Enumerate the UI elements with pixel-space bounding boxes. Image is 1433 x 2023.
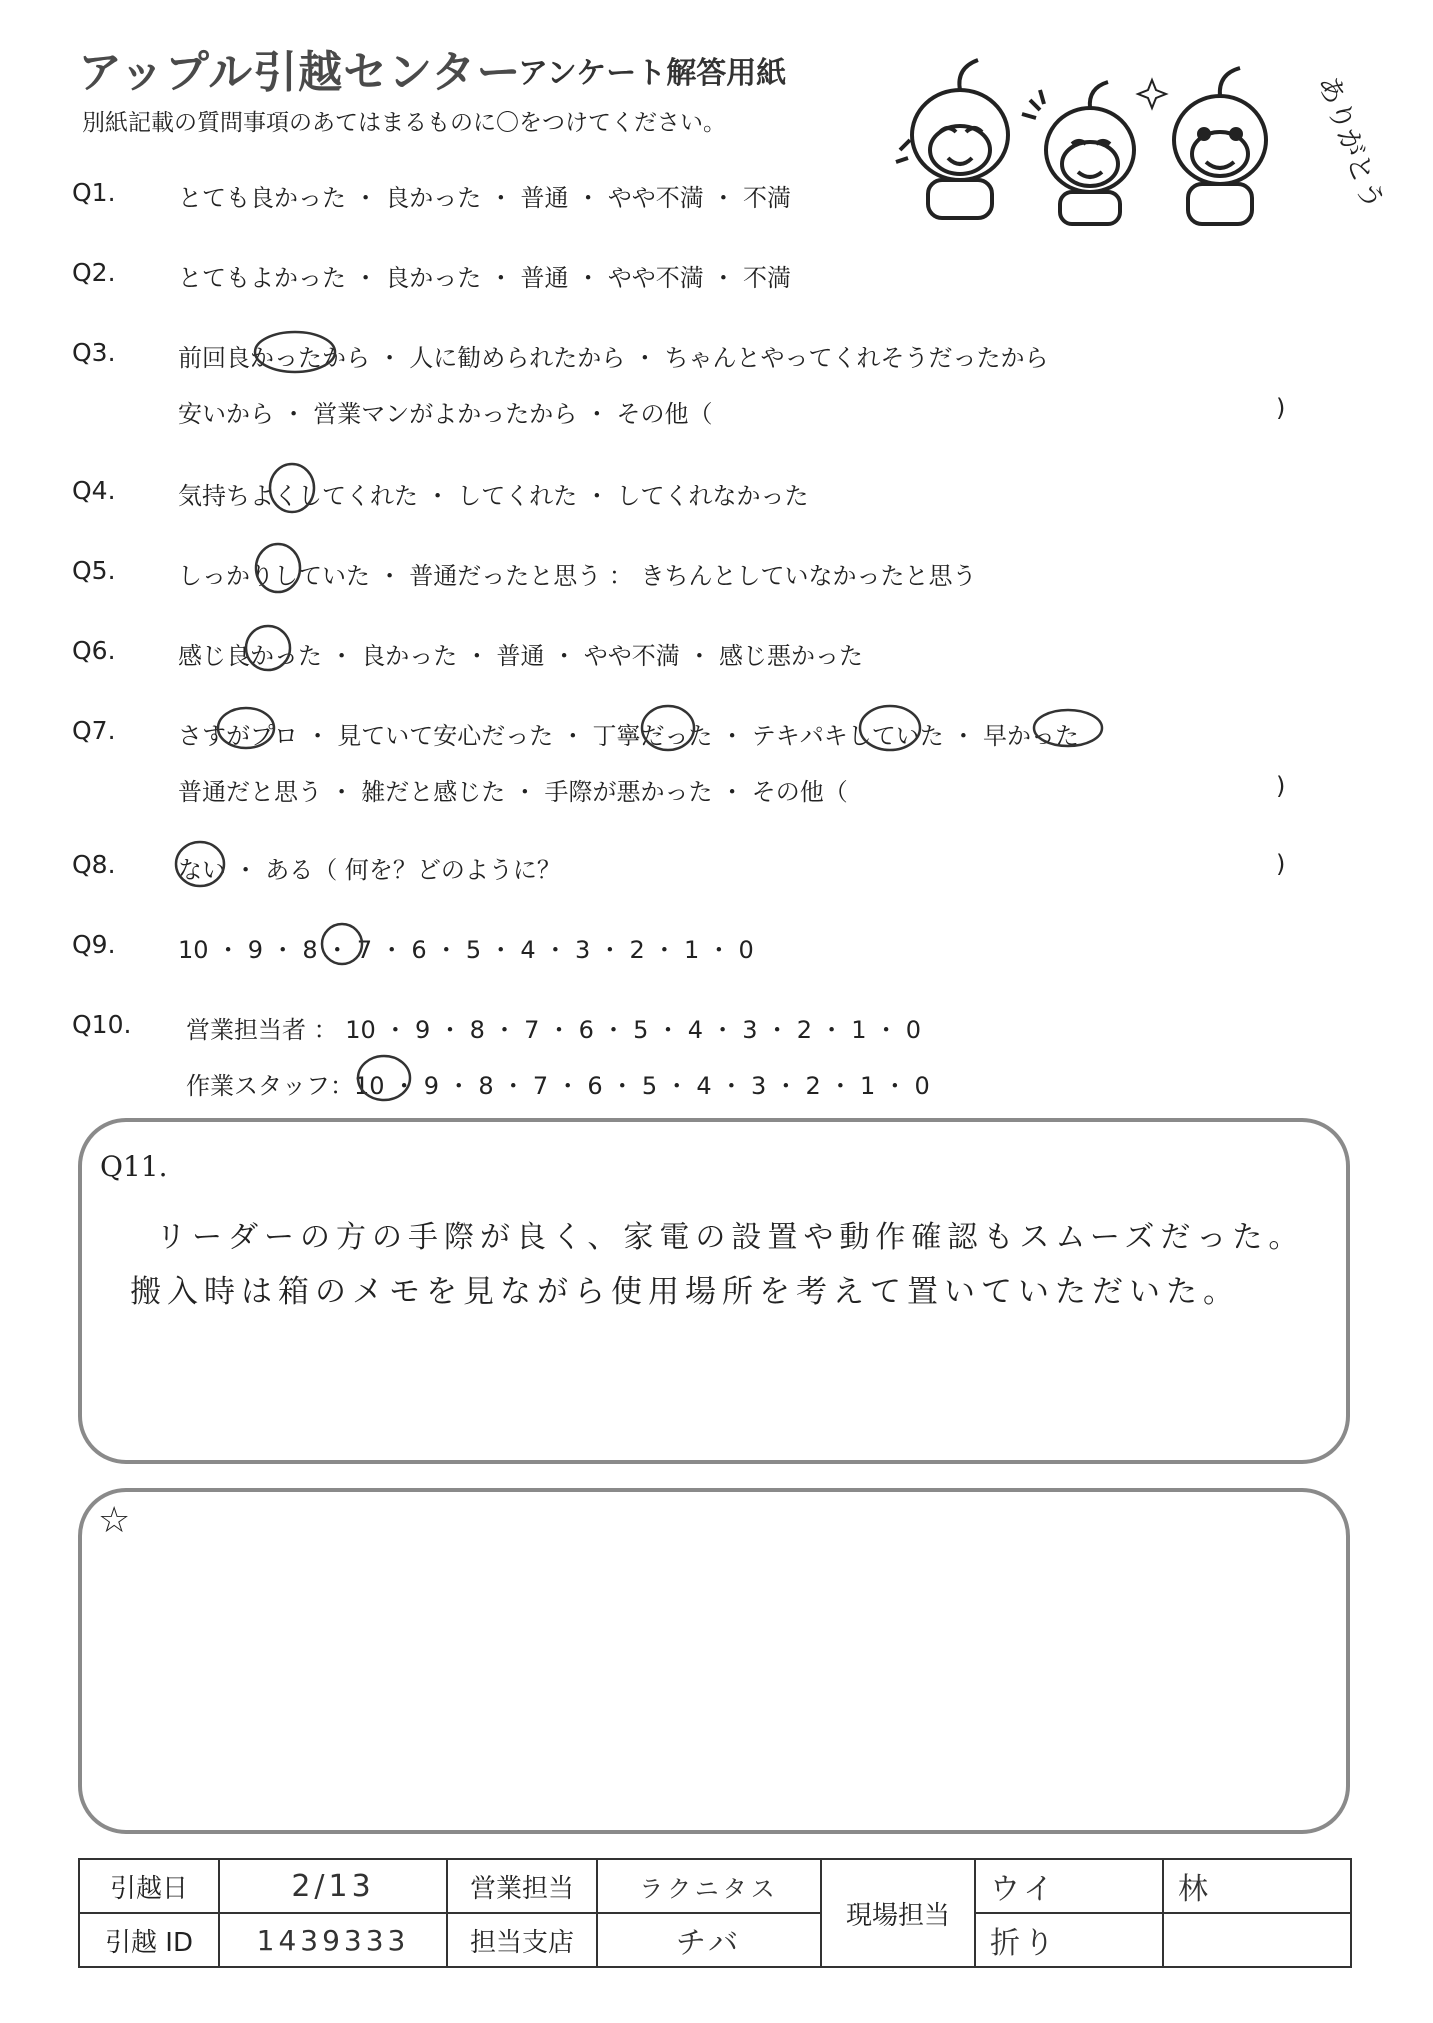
question-label: Q1. — [72, 178, 116, 207]
mark-q9 — [322, 924, 362, 964]
site-label: 現場担当 — [821, 1859, 975, 1967]
question-options: とてもよかった ・ 良かった ・ 普通 ・ やや不満 ・ 不満 — [178, 264, 792, 292]
move-id-label: 引越 ID — [79, 1913, 219, 1967]
question-label: Q2. — [72, 258, 116, 287]
mark-q7-a — [218, 708, 274, 748]
mark-q6 — [246, 626, 290, 670]
branch-value: チバ — [597, 1913, 821, 1967]
q11-label: Q11. — [100, 1150, 168, 1183]
mark-q7-c — [860, 706, 920, 750]
q11-answer-line1: リーダーの方の手際が良く、家電の設置や動作確認もスムーズだった。 — [156, 1220, 1305, 1255]
question-options: 感じ良かった ・ 良かった ・ 普通 ・ やや不満 ・ 感じ悪かった — [178, 642, 864, 670]
mark-q7-b — [642, 706, 694, 750]
page-title: アップル引越センター — [78, 47, 522, 98]
closing-paren: ) — [1276, 850, 1286, 878]
site-value-1: ウイ — [975, 1859, 1163, 1913]
question-label: Q5. — [72, 556, 116, 585]
move-date-value: 2/13 — [219, 1859, 447, 1913]
q11-answer-line2: 搬入時は箱のメモを見ながら使用場所を考えて置いていただいた。 — [130, 1274, 1240, 1310]
question-label: Q4. — [72, 476, 116, 505]
branch-label: 担当支店 — [447, 1913, 597, 1967]
info-table — [78, 1858, 1352, 1968]
question-label: Q10. — [72, 1010, 132, 1039]
sales-label: 営業担当 — [447, 1859, 597, 1913]
move-id-value: 1439333 — [219, 1913, 447, 1967]
question-options: 気持ちよくしてくれた ・ してくれた ・ してくれなかった — [178, 482, 809, 510]
question-label: Q3. — [72, 338, 116, 367]
question-options: 作業スタッフ：10 ・ 9 ・ 8 ・ 7 ・ 6 ・ 5 ・ 4 ・ 3 ・ 2 ・ 1 ・ 0 — [186, 1072, 930, 1100]
mark-q3 — [255, 332, 335, 372]
mark-q4 — [270, 464, 314, 512]
instruction-text: 別紙記載の質問事項のあてはまるものに〇をつけてください。 — [82, 110, 726, 136]
question-label: Q9. — [72, 930, 116, 959]
question-label: Q7. — [72, 716, 116, 745]
closing-paren: ) — [1276, 394, 1286, 422]
question-options: ない ・ ある（ 何を？どのように？ — [178, 856, 561, 884]
thanks-text: ありがとう — [1311, 71, 1391, 214]
question-options: とても良かった ・ 良かった ・ 普通 ・ やや不満 ・ 不満 — [178, 184, 792, 212]
question-label: Q6. — [72, 636, 116, 665]
mark-q5 — [256, 544, 300, 592]
mark-q8 — [176, 842, 224, 886]
comment-box — [78, 1488, 1350, 1834]
question-options: 安いから ・ 営業マンがよかったから ・ その他（ — [178, 400, 713, 428]
question-options: 10 ・ 9 ・ 8 ・ 7 ・ 6 ・ 5 ・ 4 ・ 3 ・ 2 ・ 1 ・ 0 — [178, 936, 754, 964]
question-options: 営業担当者 ： 10 ・ 9 ・ 8 ・ 7 ・ 6 ・ 5 ・ 4 ・ 3 ・ 2 ・ 1 ・ 0 — [186, 1016, 922, 1044]
site-value-4 — [1163, 1913, 1351, 1967]
move-date-label: 引越日 — [79, 1859, 219, 1913]
page-subtitle: アンケート解答用紙 — [518, 56, 787, 91]
sales-value: ラクニタス — [597, 1859, 821, 1913]
site-value-2: 林 — [1163, 1859, 1351, 1913]
site-value-3: 折り — [975, 1913, 1163, 1967]
closing-paren: ) — [1276, 772, 1286, 800]
question-options: さすがプロ ・ 見ていて安心だった ・ 丁寧だった ・ テキパキしていた ・ 早かった — [178, 722, 1080, 750]
question-label: Q8. — [72, 850, 116, 879]
question-options: 普通だと思う ・ 雑だと感じた ・ 手際が悪かった ・ その他（ — [178, 778, 848, 806]
star-icon: ☆ — [98, 1500, 131, 1541]
mark-q7-d — [1034, 710, 1102, 746]
mark-q10 — [358, 1056, 410, 1100]
question-options: しっかりしていた ・ 普通だったと思う ： きちんとしていなかったと思う — [178, 562, 977, 590]
question-options: 前回良かったから ・ 人に勧められたから ・ ちゃんとやってくれそうだったから — [178, 344, 1049, 372]
